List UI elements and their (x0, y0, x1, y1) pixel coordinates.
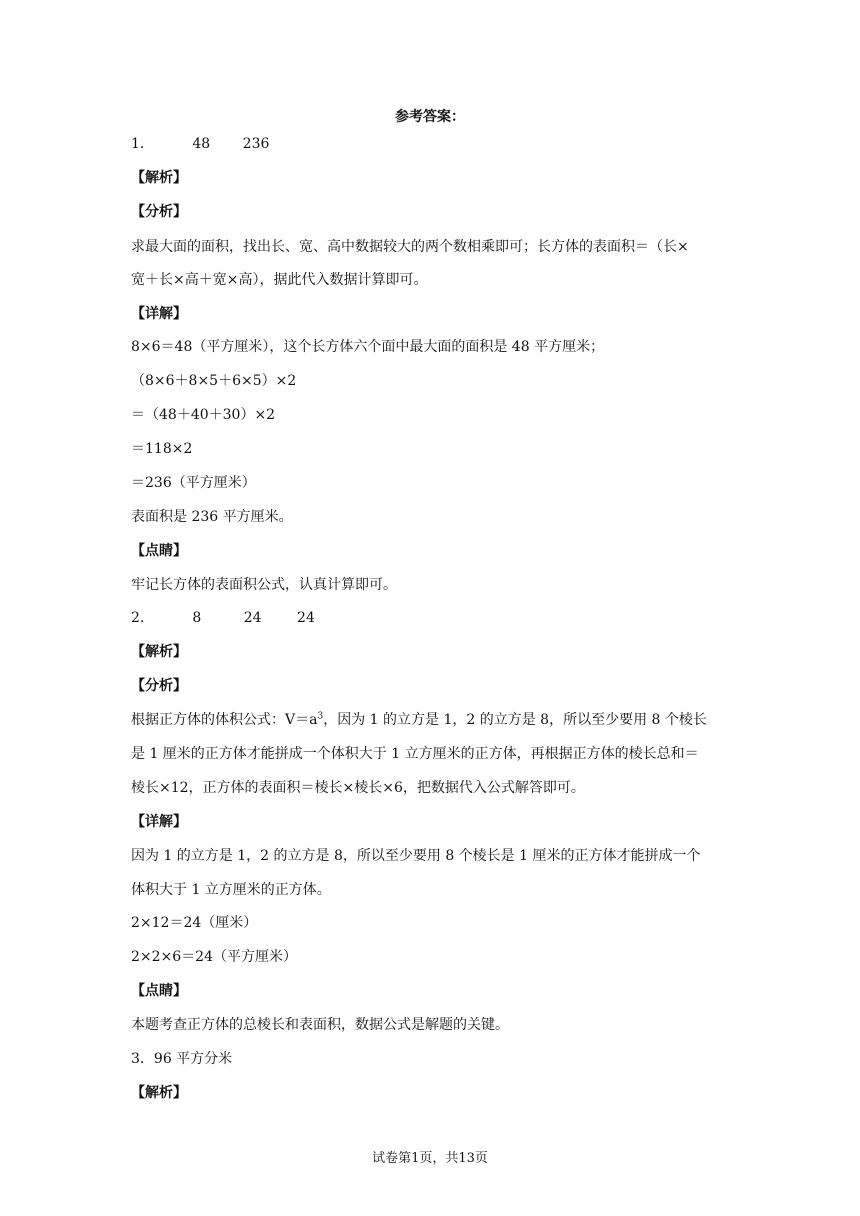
q1-dianjing-heading: 【点睛】 (131, 543, 187, 559)
q2-analysis-exponent: 3 (317, 711, 324, 722)
q1-analysis-line-1: 求最大面的面积，找出长、宽、高中数据较大的两个数相乘即可；长方体的表面积＝（长× (131, 239, 689, 255)
q2-analysis-line-2: 是 1 厘米的正方体才能拼成一个体积大于 1 立方厘米的正方体，再根据正方体的棱长总和＝ (131, 746, 699, 762)
page-title: 参考答案： (395, 109, 465, 125)
q1-detail-line-5: ＝236（平方厘米） (131, 475, 256, 491)
q2-answer-1: 8 (192, 610, 202, 626)
q1-detail-line-4: ＝118×2 (131, 441, 193, 457)
q2-jiexi-heading: 【解析】 (131, 644, 187, 660)
q2-analysis-formula: 根据正方体的体积公式：V＝a (131, 712, 318, 728)
q2-answer-line (131, 608, 315, 628)
q3-jiexi-heading: 【解析】 (131, 1085, 187, 1101)
q2-answer-2: 24 (243, 610, 262, 626)
q2-analysis-line-1 (131, 710, 707, 730)
q2-dianjing-heading: 【点睛】 (131, 983, 187, 999)
q1-jiexi-heading: 【解析】 (131, 170, 187, 186)
q1-detail-line-3: ＝（48＋40＋30）×2 (131, 407, 276, 423)
q1-answer-line (131, 134, 269, 154)
q2-analysis-line-3: 棱长×12，正方体的表面积＝棱长×棱长×6，把数据代入公式解答即可。 (131, 780, 585, 796)
q1-fenxi-heading: 【分析】 (131, 204, 187, 220)
q3-answer-line: 3．96 平方分米 (131, 1051, 233, 1067)
q1-detail-line-1: 8×6＝48（平方厘米），这个长方体六个面中最大面的面积是 48 平方厘米； (131, 339, 605, 355)
q2-detail-line-1: 因为 1 的立方是 1，2 的立方是 8，所以至少要用 8 个棱长是 1 厘米的正方体才能拼成一个 (131, 848, 701, 864)
q1-tip: 牢记长方体的表面积公式，认真计算即可。 (131, 577, 397, 593)
q2-fenxi-heading: 【分析】 (131, 678, 187, 694)
q1-answer-2: 236 (242, 136, 270, 152)
q2-xiangjie-heading: 【详解】 (131, 814, 187, 830)
q2-detail-line-3: 2×12＝24（厘米） (131, 915, 258, 931)
q1-detail-line-2: （8×6＋8×5＋6×5）×2 (131, 373, 297, 389)
q2-number: 2． (131, 610, 154, 626)
q2-detail-line-4: 2×2×6＝24（平方厘米） (131, 949, 297, 965)
q1-answer-1: 48 (192, 136, 211, 152)
q1-xiangjie-heading: 【详解】 (131, 306, 187, 322)
q1-number: 1． (131, 136, 154, 152)
page-footer: 试卷第1页，共13页 (372, 1151, 488, 1166)
q1-analysis-line-2: 宽＋长×高＋宽×高），据此代入数据计算即可。 (131, 272, 428, 288)
q1-detail-line-6: 表面积是 236 平方厘米。 (131, 509, 293, 525)
q2-analysis-rest: ，因为 1 的立方是 1，2 的立方是 8，所以至少要用 8 个棱长 (323, 712, 707, 728)
q2-detail-line-2: 体积大于 1 立方厘米的正方体。 (131, 882, 331, 898)
q2-answer-3: 24 (297, 610, 315, 626)
q2-tip: 本题考查正方体的总棱长和表面积，数据公式是解题的关键。 (131, 1017, 509, 1033)
